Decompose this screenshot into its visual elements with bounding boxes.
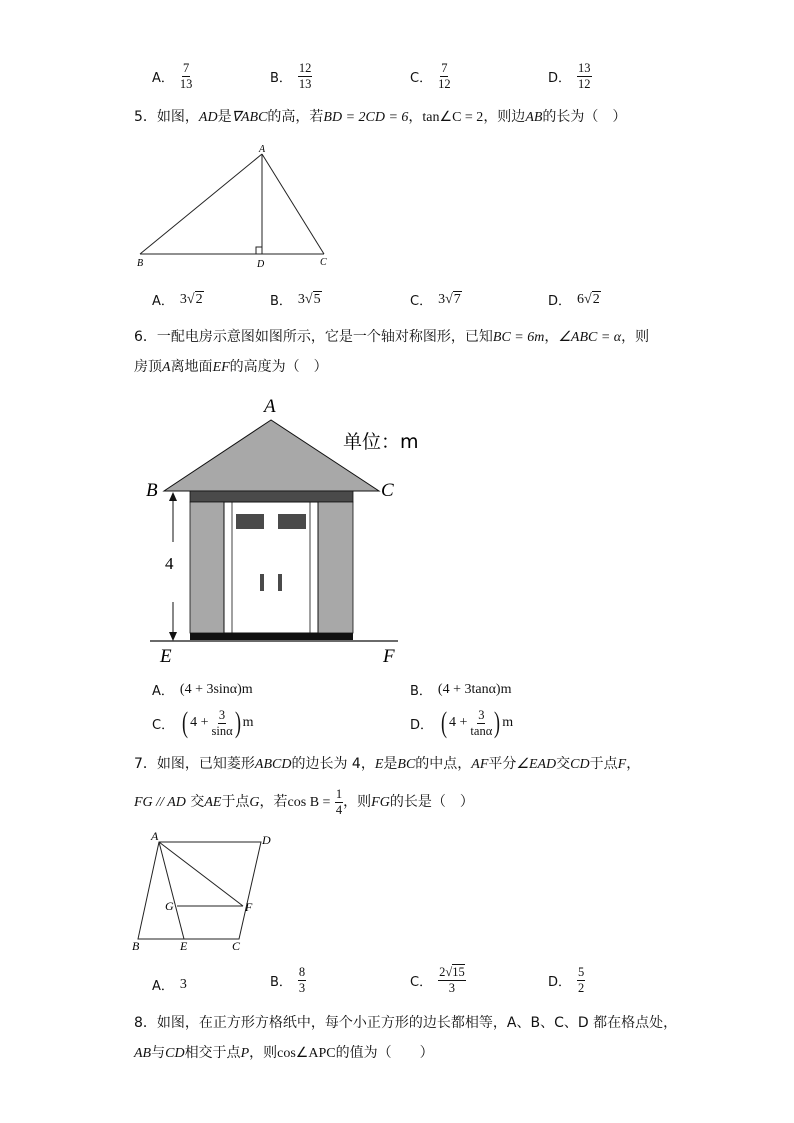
label-e: E [180, 939, 188, 953]
q5-option-b: B． 3√5 [270, 291, 321, 309]
q7-option-a: A． 3 [152, 976, 187, 994]
q7-option-c: C． $\frac{2√15}{3}$ [410, 965, 465, 995]
label-a: A [259, 144, 266, 155]
q5-option-d: D． 6√2 [548, 291, 600, 309]
label-f: F [383, 646, 395, 667]
fraction: $\frac{7}{13}$ [179, 61, 193, 91]
fraction: $\frac{12}{13}$ [298, 61, 312, 91]
q6-house-figure [140, 390, 430, 670]
unit-label: 单位：m [343, 431, 419, 453]
q6-option-a: A． (4 + 3sinα)m [152, 681, 253, 699]
label-c: C [381, 480, 394, 501]
label-b: B [137, 258, 144, 269]
q6-stem-line1: 6．一配电房示意图如图所示，它是一个轴对称图形，已知BC = 6m，∠ABC = α，则 [134, 329, 650, 345]
q6-stem-line2: 房顶A离地面EF的高度为（ ） [134, 359, 328, 375]
q5-option-c: C． 3√7 [410, 291, 461, 309]
q4-option-a: A． $\frac{7}{13}$ [152, 61, 193, 91]
q7-rhombus-figure [128, 826, 288, 956]
q6-option-c: C． ( 4 + $\frac{3}{\sin\alpha}$ ) m [152, 706, 254, 739]
q6-option-b: B． (4 + 3tanα)m [410, 681, 512, 699]
label-d: D [262, 833, 271, 847]
fraction: $\frac{13}{12}$ [578, 61, 591, 91]
height-label: 4 [165, 554, 174, 573]
q7-option-d: D． $\frac{5}{2}$ [548, 965, 585, 995]
q7-stem-line2: FG // AD 交AE于点G，若cos B = $\frac{1}{4}$ ，则FG的长是（ ） [134, 787, 474, 817]
label-e: E [160, 646, 172, 667]
q4-option-b: B． $\frac{12}{13}$ [270, 61, 312, 91]
q5-option-a: A． 3√2 [152, 291, 203, 309]
label-c: C [232, 939, 241, 953]
fraction: $\frac{7}{12}$ [438, 61, 451, 91]
label-b: B [146, 480, 158, 501]
q8-stem-line2: AB与CD相交于点P，则cos∠APC的值为（ ） [134, 1045, 434, 1061]
q5-triangle-figure [130, 140, 340, 272]
label-f: F [245, 900, 253, 914]
q5-stem: 5．如图，AD是∇ABC的高，若BD = 2CD = 6，tan∠C = 2，则边AB的长为（ ） [134, 109, 627, 125]
label-a: A [264, 396, 276, 417]
q4-option-c: C． $\frac{7}{12}$ [410, 61, 451, 91]
label-a: A [151, 829, 159, 843]
q7-stem-line1: 7．如图，已知菱形ABCD的边长为 4，E是BC的中点，AF平分∠EAD交CD于点F， [134, 756, 641, 772]
label-g: G [165, 899, 174, 913]
q8-stem-line1: 8．如图，在正方形方格纸中，每个小正方形的边长都相等，A、B、C、D 都在格点处， [134, 1015, 678, 1031]
q7-option-b: B． $\frac{8}{3}$ [270, 965, 306, 995]
label-c: C [320, 257, 327, 268]
q6-option-d: D． ( 4 + $\frac{3}{\tan\alpha}$ ) m [410, 706, 514, 739]
label-d: D [257, 259, 265, 270]
q4-option-d: D． $\frac{13}{12}$ [548, 61, 591, 91]
label-b: B [132, 939, 140, 953]
